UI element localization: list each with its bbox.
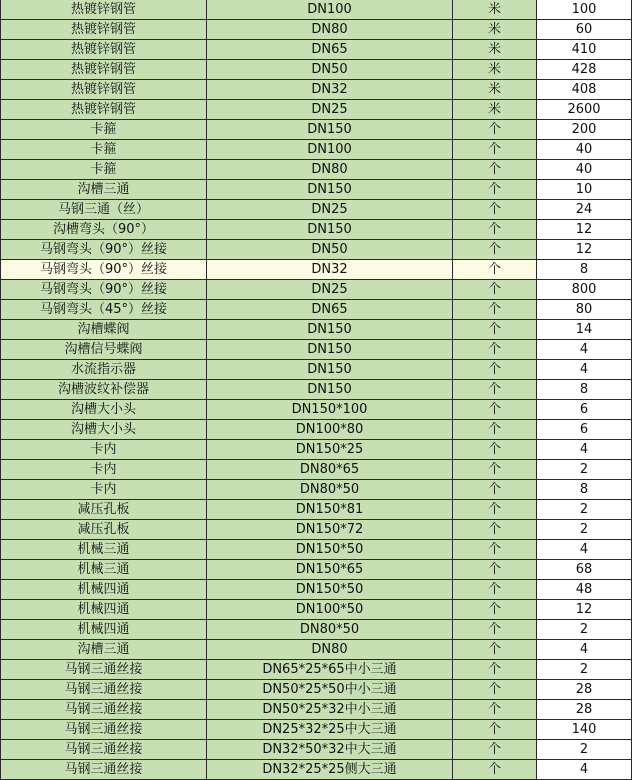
item-spec-cell[interactable]: DN65*25*65中小三通 xyxy=(207,660,453,680)
item-spec-cell[interactable]: DN100 xyxy=(207,0,453,20)
item-qty-cell[interactable]: 24 xyxy=(537,200,632,220)
item-spec-cell[interactable]: DN100*50 xyxy=(207,600,453,620)
item-unit-cell[interactable]: 个 xyxy=(453,160,537,180)
table-row[interactable] xyxy=(1,200,632,220)
item-spec-cell[interactable]: DN32 xyxy=(207,80,453,100)
item-qty-cell[interactable]: 4 xyxy=(537,640,632,660)
item-unit-cell[interactable]: 个 xyxy=(453,700,537,720)
item-qty-cell[interactable]: 4 xyxy=(537,360,632,380)
table-row[interactable] xyxy=(1,80,632,100)
table-row[interactable] xyxy=(1,240,632,260)
item-unit-cell[interactable]: 个 xyxy=(453,360,537,380)
item-qty-cell[interactable]: 100 xyxy=(537,0,632,20)
table-body xyxy=(1,0,632,780)
item-qty-cell[interactable]: 2 xyxy=(537,740,632,760)
item-name-cell[interactable]: 沟槽波纹补偿器 xyxy=(1,380,207,400)
table-row[interactable] xyxy=(1,700,632,720)
item-name-cell[interactable]: 卡箍 xyxy=(1,160,207,180)
item-qty-cell[interactable]: 12 xyxy=(537,220,632,240)
item-unit-cell[interactable]: 个 xyxy=(453,560,537,580)
item-qty-cell[interactable]: 6 xyxy=(537,420,632,440)
item-spec-cell[interactable]: DN100*80 xyxy=(207,420,453,440)
item-name-cell[interactable]: 沟槽大小头 xyxy=(1,420,207,440)
item-unit-cell[interactable]: 个 xyxy=(453,200,537,220)
table-row[interactable] xyxy=(1,120,632,140)
item-qty-cell[interactable]: 2 xyxy=(537,660,632,680)
item-qty-cell[interactable]: 4 xyxy=(537,340,632,360)
table-row[interactable] xyxy=(1,360,632,380)
item-unit-cell[interactable]: 个 xyxy=(453,540,537,560)
item-name-cell[interactable]: 马钢弯头（90°）丝接 xyxy=(1,260,207,280)
item-spec-cell[interactable]: DN150*50 xyxy=(207,580,453,600)
item-unit-cell[interactable]: 个 xyxy=(453,460,537,480)
item-unit-cell[interactable]: 米 xyxy=(453,80,537,100)
item-spec-cell[interactable]: DN150*65 xyxy=(207,560,453,580)
item-unit-cell[interactable]: 个 xyxy=(453,180,537,200)
item-spec-cell[interactable]: DN50 xyxy=(207,240,453,260)
table-row[interactable] xyxy=(1,220,632,240)
item-qty-cell[interactable]: 80 xyxy=(537,300,632,320)
item-name-cell[interactable]: 沟槽信号蝶阀 xyxy=(1,340,207,360)
item-qty-cell[interactable]: 2600 xyxy=(537,100,632,120)
item-name-cell[interactable]: 热镀锌钢管 xyxy=(1,40,207,60)
item-qty-cell[interactable]: 2 xyxy=(537,500,632,520)
table-row[interactable] xyxy=(1,720,632,740)
item-qty-cell[interactable]: 40 xyxy=(537,160,632,180)
item-spec-cell[interactable]: DN25 xyxy=(207,200,453,220)
item-name-cell[interactable]: 热镀锌钢管 xyxy=(1,80,207,100)
item-spec-cell[interactable]: DN150 xyxy=(207,340,453,360)
item-unit-cell[interactable]: 个 xyxy=(453,760,537,780)
item-unit-cell[interactable]: 个 xyxy=(453,500,537,520)
item-qty-cell[interactable]: 40 xyxy=(537,140,632,160)
table-row[interactable] xyxy=(1,740,632,760)
item-qty-cell[interactable]: 4 xyxy=(537,440,632,460)
item-spec-cell[interactable]: DN80*65 xyxy=(207,460,453,480)
item-spec-cell[interactable]: DN50*25*50中小三通 xyxy=(207,680,453,700)
item-qty-cell[interactable]: 408 xyxy=(537,80,632,100)
item-unit-cell[interactable]: 个 xyxy=(453,260,537,280)
item-spec-cell[interactable]: DN80*50 xyxy=(207,620,453,640)
item-spec-cell[interactable]: DN150 xyxy=(207,320,453,340)
table-row[interactable] xyxy=(1,20,632,40)
item-unit-cell[interactable]: 个 xyxy=(453,420,537,440)
table-row[interactable] xyxy=(1,640,632,660)
item-name-cell[interactable]: 沟槽三通 xyxy=(1,180,207,200)
item-spec-cell[interactable]: DN65 xyxy=(207,300,453,320)
item-spec-cell[interactable]: DN80 xyxy=(207,640,453,660)
item-unit-cell[interactable]: 米 xyxy=(453,60,537,80)
item-name-cell[interactable]: 卡箍 xyxy=(1,140,207,160)
item-name-cell[interactable]: 马钢弯头（45°）丝接 xyxy=(1,300,207,320)
item-name-cell[interactable]: 机械四通 xyxy=(1,600,207,620)
item-unit-cell[interactable]: 个 xyxy=(453,340,537,360)
item-spec-cell[interactable]: DN50*25*32中小三通 xyxy=(207,700,453,720)
item-name-cell[interactable]: 机械三通 xyxy=(1,540,207,560)
item-qty-cell[interactable]: 68 xyxy=(537,560,632,580)
item-qty-cell[interactable]: 14 xyxy=(537,320,632,340)
item-name-cell[interactable]: 减压孔板 xyxy=(1,500,207,520)
item-name-cell[interactable]: 沟槽三通 xyxy=(1,640,207,660)
item-qty-cell[interactable]: 2 xyxy=(537,460,632,480)
item-unit-cell[interactable]: 个 xyxy=(453,520,537,540)
table-row[interactable] xyxy=(1,460,632,480)
item-name-cell[interactable]: 马钢弯头（90°）丝接 xyxy=(1,240,207,260)
item-qty-cell[interactable]: 428 xyxy=(537,60,632,80)
item-qty-cell[interactable]: 12 xyxy=(537,600,632,620)
item-spec-cell[interactable]: DN150*72 xyxy=(207,520,453,540)
item-spec-cell[interactable]: DN25 xyxy=(207,280,453,300)
table-row[interactable] xyxy=(1,420,632,440)
item-spec-cell[interactable]: DN32*25*25侧大三通 xyxy=(207,760,453,780)
item-unit-cell[interactable]: 个 xyxy=(453,440,537,460)
table-row[interactable] xyxy=(1,0,632,20)
item-unit-cell[interactable]: 个 xyxy=(453,600,537,620)
item-qty-cell[interactable]: 28 xyxy=(537,680,632,700)
item-name-cell[interactable]: 卡内 xyxy=(1,460,207,480)
item-unit-cell[interactable]: 米 xyxy=(453,100,537,120)
table-row[interactable] xyxy=(1,60,632,80)
item-name-cell[interactable]: 机械四通 xyxy=(1,620,207,640)
item-qty-cell[interactable]: 8 xyxy=(537,480,632,500)
item-qty-cell[interactable]: 2 xyxy=(537,520,632,540)
item-unit-cell[interactable]: 个 xyxy=(453,660,537,680)
item-unit-cell[interactable]: 个 xyxy=(453,620,537,640)
item-name-cell[interactable]: 马钢弯头（90°）丝接 xyxy=(1,280,207,300)
item-unit-cell[interactable]: 米 xyxy=(453,0,537,20)
item-qty-cell[interactable]: 8 xyxy=(537,380,632,400)
item-unit-cell[interactable]: 个 xyxy=(453,380,537,400)
table-row[interactable] xyxy=(1,320,632,340)
item-name-cell[interactable]: 水流指示器 xyxy=(1,360,207,380)
item-unit-cell[interactable]: 个 xyxy=(453,740,537,760)
item-name-cell[interactable]: 热镀锌钢管 xyxy=(1,100,207,120)
item-spec-cell[interactable]: DN150 xyxy=(207,220,453,240)
item-spec-cell[interactable]: DN50 xyxy=(207,60,453,80)
table-row[interactable] xyxy=(1,480,632,500)
item-name-cell[interactable]: 马钢三通丝接 xyxy=(1,760,207,780)
item-unit-cell[interactable]: 个 xyxy=(453,720,537,740)
table-row[interactable] xyxy=(1,40,632,60)
table-row[interactable] xyxy=(1,760,632,780)
table-row[interactable] xyxy=(1,300,632,320)
item-qty-cell[interactable]: 6 xyxy=(537,400,632,420)
item-name-cell[interactable]: 马钢三通丝接 xyxy=(1,680,207,700)
table-row[interactable] xyxy=(1,600,632,620)
item-unit-cell[interactable]: 个 xyxy=(453,680,537,700)
item-name-cell[interactable]: 卡内 xyxy=(1,480,207,500)
item-unit-cell[interactable]: 个 xyxy=(453,480,537,500)
item-spec-cell[interactable]: DN150*100 xyxy=(207,400,453,420)
item-spec-cell[interactable]: DN150 xyxy=(207,380,453,400)
item-qty-cell[interactable]: 410 xyxy=(537,40,632,60)
table-row[interactable] xyxy=(1,560,632,580)
item-spec-cell[interactable]: DN150*25 xyxy=(207,440,453,460)
table-row[interactable] xyxy=(1,100,632,120)
item-unit-cell[interactable]: 个 xyxy=(453,240,537,260)
table-row[interactable] xyxy=(1,340,632,360)
item-qty-cell[interactable]: 8 xyxy=(537,260,632,280)
item-unit-cell[interactable]: 米 xyxy=(453,40,537,60)
item-name-cell[interactable]: 马钢三通丝接 xyxy=(1,700,207,720)
item-qty-cell[interactable]: 200 xyxy=(537,120,632,140)
table-row[interactable] xyxy=(1,440,632,460)
item-name-cell[interactable]: 沟槽蝶阀 xyxy=(1,320,207,340)
table-row[interactable] xyxy=(1,580,632,600)
item-qty-cell[interactable]: 140 xyxy=(537,720,632,740)
table-row[interactable] xyxy=(1,180,632,200)
item-spec-cell[interactable]: DN25*32*25中大三通 xyxy=(207,720,453,740)
item-name-cell[interactable]: 减压孔板 xyxy=(1,520,207,540)
item-spec-cell[interactable]: DN80 xyxy=(207,160,453,180)
item-unit-cell[interactable]: 个 xyxy=(453,120,537,140)
table-row[interactable] xyxy=(1,140,632,160)
item-name-cell[interactable]: 马钢三通丝接 xyxy=(1,720,207,740)
item-qty-cell[interactable]: 48 xyxy=(537,580,632,600)
item-unit-cell[interactable]: 个 xyxy=(453,140,537,160)
item-qty-cell[interactable]: 28 xyxy=(537,700,632,720)
table-row[interactable] xyxy=(1,540,632,560)
item-spec-cell[interactable]: DN65 xyxy=(207,40,453,60)
item-spec-cell[interactable]: DN32*50*32中大三通 xyxy=(207,740,453,760)
item-unit-cell[interactable]: 个 xyxy=(453,300,537,320)
table-row[interactable] xyxy=(1,380,632,400)
item-name-cell[interactable]: 卡内 xyxy=(1,440,207,460)
item-spec-cell[interactable]: DN150 xyxy=(207,120,453,140)
item-spec-cell[interactable]: DN100 xyxy=(207,140,453,160)
table-row[interactable] xyxy=(1,520,632,540)
item-qty-cell[interactable]: 10 xyxy=(537,180,632,200)
item-spec-cell[interactable]: DN32 xyxy=(207,260,453,280)
item-unit-cell[interactable]: 米 xyxy=(453,20,537,40)
item-spec-cell[interactable]: DN150*81 xyxy=(207,500,453,520)
item-name-cell[interactable]: 机械三通 xyxy=(1,560,207,580)
item-spec-cell[interactable]: DN80*50 xyxy=(207,480,453,500)
item-spec-cell[interactable]: DN25 xyxy=(207,100,453,120)
table-row[interactable] xyxy=(1,620,632,640)
item-qty-cell[interactable]: 800 xyxy=(537,280,632,300)
table-row[interactable] xyxy=(1,260,632,280)
item-unit-cell[interactable]: 个 xyxy=(453,220,537,240)
item-spec-cell[interactable]: DN150 xyxy=(207,360,453,380)
item-unit-cell[interactable]: 个 xyxy=(453,400,537,420)
item-name-cell[interactable]: 热镀锌钢管 xyxy=(1,0,207,20)
item-name-cell[interactable]: 卡箍 xyxy=(1,120,207,140)
item-unit-cell[interactable]: 个 xyxy=(453,580,537,600)
item-qty-cell[interactable]: 2 xyxy=(537,620,632,640)
item-qty-cell[interactable]: 4 xyxy=(537,540,632,560)
item-name-cell[interactable]: 沟槽大小头 xyxy=(1,400,207,420)
item-name-cell[interactable]: 热镀锌钢管 xyxy=(1,60,207,80)
item-name-cell[interactable]: 沟槽弯头（90°） xyxy=(1,220,207,240)
item-qty-cell[interactable]: 12 xyxy=(537,240,632,260)
item-spec-cell[interactable]: DN80 xyxy=(207,20,453,40)
table-row[interactable] xyxy=(1,280,632,300)
item-qty-cell[interactable]: 60 xyxy=(537,20,632,40)
item-name-cell[interactable]: 马钢三通丝接 xyxy=(1,740,207,760)
table-row[interactable] xyxy=(1,680,632,700)
item-spec-cell[interactable]: DN150 xyxy=(207,180,453,200)
item-name-cell[interactable]: 马钢三通丝接 xyxy=(1,660,207,680)
item-spec-cell[interactable]: DN150*50 xyxy=(207,540,453,560)
item-unit-cell[interactable]: 个 xyxy=(453,640,537,660)
item-name-cell[interactable]: 机械四通 xyxy=(1,580,207,600)
item-unit-cell[interactable]: 个 xyxy=(453,280,537,300)
item-name-cell[interactable]: 热镀锌钢管 xyxy=(1,20,207,40)
table-row[interactable] xyxy=(1,660,632,680)
table-row[interactable] xyxy=(1,400,632,420)
item-name-cell[interactable]: 马钢三通（丝） xyxy=(1,200,207,220)
table-row[interactable] xyxy=(1,160,632,180)
item-unit-cell[interactable]: 个 xyxy=(453,320,537,340)
item-qty-cell[interactable]: 4 xyxy=(537,760,632,780)
table-row[interactable] xyxy=(1,500,632,520)
